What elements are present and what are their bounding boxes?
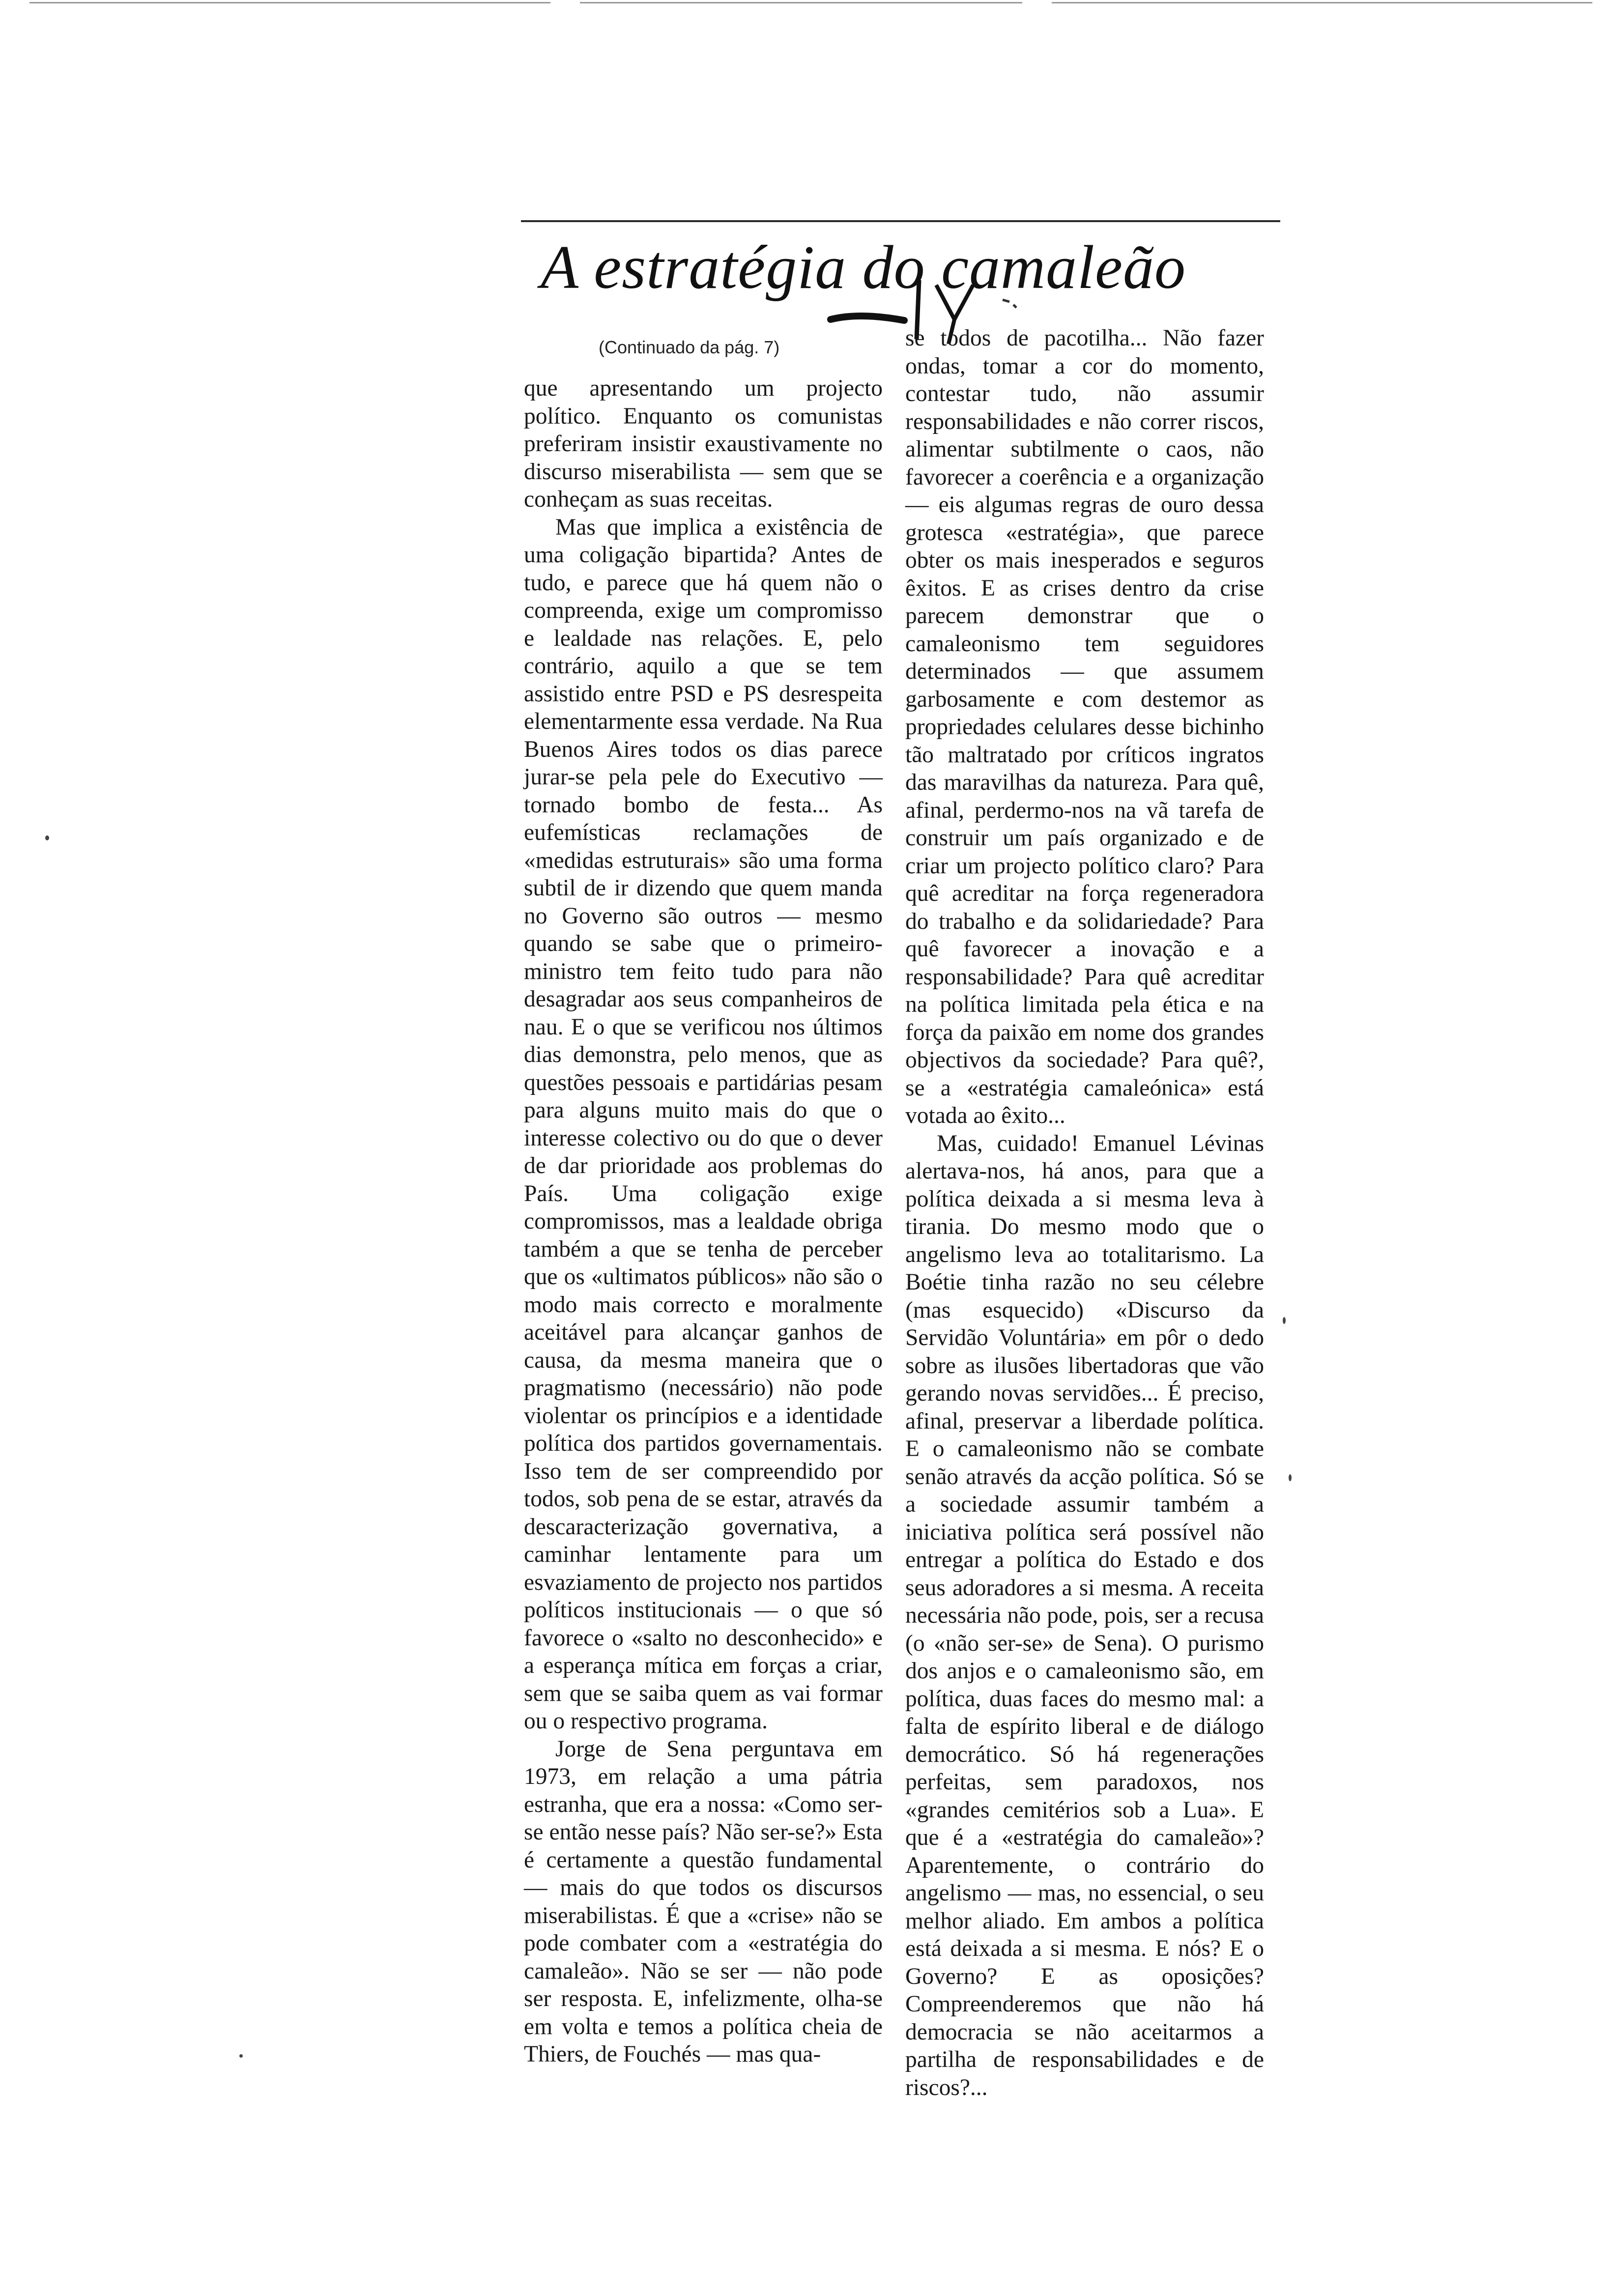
scan-speck xyxy=(1289,1474,1292,1481)
paragraph: Jorge de Sena perguntava em 1973, em relação a uma pátria estranha, que era a nossa: «Como ser-se então nesse país? Não ser-se?» Esta é certamente a questão fundamental — mais do que todos os discursos miserabilistas. É que a «crise» não se pode combater com a «estratégia do camaleão». Não se ser — não pode ser resposta. E, infelizmente, olha-se em volta e temos a política cheia de Thiers, de Fouchés — mas qua- xyxy=(524,1736,883,2067)
article-column-1 xyxy=(524,374,883,2068)
paragraph: se todos de pacotilha... Não fazer ondas, tomar a cor do momento, contestar tudo, não assumir responsabilidades e não correr riscos, alimentar subtilmente o caos, não favorecer a coerência e a organização — eis algumas regras de ouro dessa grotesca «estratégia», que parece obter os mais inesperados e seguros êxitos. E as crises dentro da crise parecem demonstrar que o camaleonismo tem seguidores determinados — que assumem garbosamente e com destemor as propriedades celulares desse bichinho tão maltratado por críticos ingratos das maravilhas da natureza. Para quê, afinal, perdermo-nos na vã tarefa de construir um país organizado e de criar um projecto político claro? Para quê acreditar na força regeneradora do trabalho e da solidariedade? Para quê favorecer a inovação e a responsabilidade? Para quê acreditar na política limitada pela ética e na força da paixão em nome dos grandes objectivos da sociedade? Para quê?, se a «estratégia camaleónica» está votada ao êxito... xyxy=(905,325,1264,1128)
scan-speck xyxy=(239,2054,243,2058)
paragraph: que apresentando um projecto político. Enquanto os comunistas preferiram insistir exaustivamente no discurso miserabilista — sem que se conheçam as suas receitas. xyxy=(524,375,883,512)
headline-rule xyxy=(521,220,1280,222)
article-title: A estratégia do camaleão xyxy=(541,233,1186,302)
paragraph: Mas que implica a existência de uma coligação bipartida? Antes de tudo, e parece que há quem não o compreenda, exige um compromisso e lealdade nas relações. E, pelo contrário, aquilo a que se tem assistido entre PSD e PS desrespeita elementarmente essa verdade. Na Rua Buenos Aires todos os dias parece jurar-se pela pele do Executivo — tornado bombo de festa... As eufemísticas reclamações de «medidas estruturais» são uma forma subtil de ir dizendo que quem manda no Governo são outros — mesmo quando se sabe que o primeiro-ministro tem feito tudo para não desagradar aos seus companheiros de nau. E o que se verificou nos últimos dias demonstra, pelo menos, que as questões pessoais e partidárias pesam para alguns muito mais do que o interesse colectivo ou do que o dever de dar prioridade aos problemas do País. Uma coligação exige compromissos, mas a lealdade obriga também a que se tenha de perceber que os «ultimatos públicos» não são o modo mais correcto e moralmente aceitável para alcançar ganhos de causa, da mesma maneira que o pragmatismo (necessário) não pode violentar os princípios e a identidade política dos partidos governamentais. Isso tem de ser compreendido por todos, sob pena de se estar, através da descaracterização governativa, a caminhar lentamente para um esvaziamento de projecto nos partidos políticos institucionais — o que só favorece o «salto no desconhecido» e a esperança mítica em forças a criar, sem que se saiba quem as vai formar ou o respectivo programa. xyxy=(524,514,883,1734)
article-column-2 xyxy=(905,324,1264,2101)
scan-edge-line xyxy=(29,2,550,3)
scan-edge-line xyxy=(580,2,1022,3)
continued-from-note: (Continuado da pág. 7) xyxy=(599,337,780,357)
scan-speck xyxy=(1283,1317,1286,1324)
paragraph: Mas, cuidado! Emanuel Lévinas alertava-nos, há anos, para que a política deixada a si mesma leva à tirania. Do mesmo modo que o angelismo leva ao totalitarismo. La Boétie tinha razão no seu célebre (mas esquecido) «Discurso da Servidão Voluntária» em pôr o dedo sobre as ilusões libertadoras que vão gerando novas servidões... É preciso, afinal, preservar a liberdade política. E o camaleonismo não se combate senão através da acção política. Só se a sociedade assumir também a iniciativa política será possível não entregar a política do Estado e dos seus adoradores a si mesma. A receita necessária não pode, pois, ser a recusa (o «não ser-se» de Sena). O purismo dos anjos e o camaleonismo são, em política, duas faces do mesmo mal: a falta de espírito liberal e de diálogo democrático. Só há regenerações perfeitas, sem paradoxos, nos «grandes cemitérios sob a Lua». E que é a «estratégia do camaleão»? Aparentemente, o contrário do angelismo — mas, no essencial, o seu melhor aliado. Em ambos a política está deixada a si mesma. E nós? E o Governo? E as oposições? Compreenderemos que não há democracia se não aceitarmos a partilha de responsabilidades e de riscos?... xyxy=(905,1130,1264,2100)
scan-speck xyxy=(45,835,49,840)
scan-edge-line xyxy=(1052,2,1592,3)
